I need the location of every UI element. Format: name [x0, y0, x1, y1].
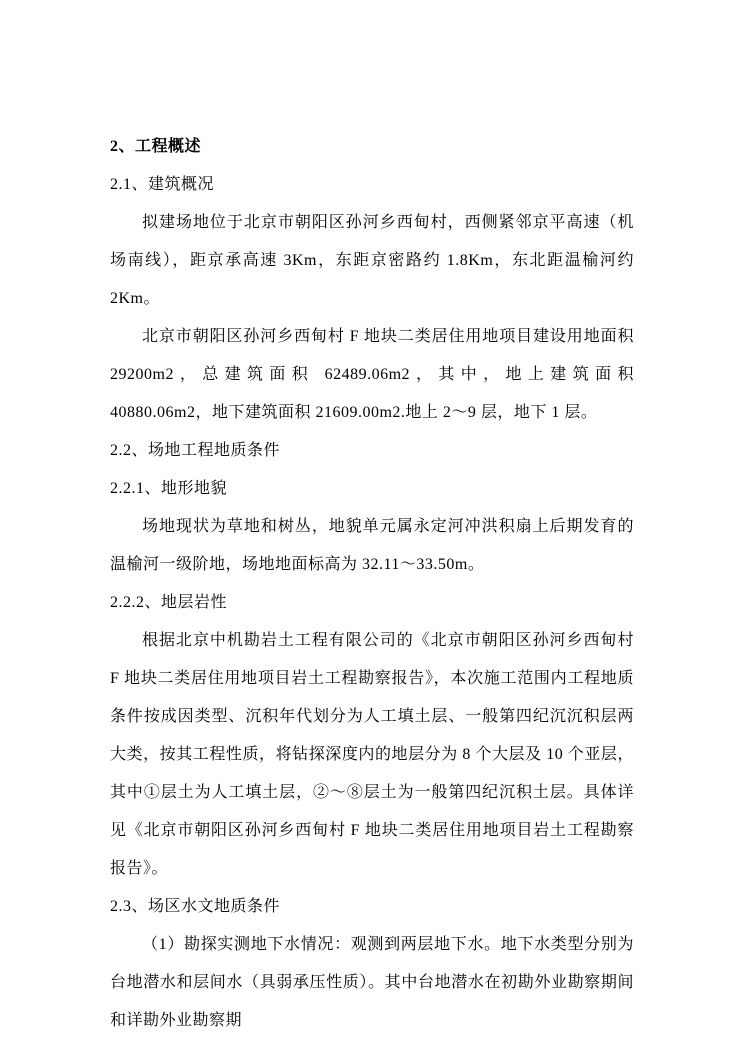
paragraph-strata-detail: 根据北京中机勘岩土工程有限公司的《北京市朝阳区孙河乡西甸村 F 地块二类居住用地项目岩土工程勘察报告》，本次施工范围内工程地质条件按成因类型、沉积年代划分为人工填土层、一般第四纪沉沉积层两大类，按其工程性质，将钻探深度内的地层分为 8 个大层及 10 个亚层，其中①层土为人工填土层，②～⑧层土为一般第四纪沉积土层。具体详见《北京市朝阳区孙河乡西甸村 F 地块二类居住用地项目岩土工程勘察报告》。: [110, 632, 634, 877]
section-heading-building-profile: 2.1、建筑概况: [110, 176, 215, 193]
section-heading-project-overview: 2、工程概述: [110, 138, 202, 155]
section-heading-landform: 2.2.1、地形地貌: [110, 480, 228, 497]
section-heading-strata: 2.2.2、地层岩性: [110, 594, 228, 611]
paragraph-building-area: 北京市朝阳区孙河乡西甸村 F 地块二类居住用地项目建设用地面积 29200m2，总建筑面积 62489.06m2，其中，地上建筑面积 40880.06m2，地下建筑面积 21609.00m2.地上 2～9 层，地下 1 层。: [110, 328, 634, 421]
paragraph-landform-detail: 场地现状为草地和树丛，地貌单元属永定河冲洪积扇上后期发育的温榆河一级阶地，场地地面标高为 32.11～33.50m。: [110, 518, 634, 573]
paragraph-site-location: 拟建场地位于北京市朝阳区孙河乡西甸村，西侧紧邻京平高速（机场南线），距京承高速 3Km，东距京密路约 1.8Km，东北距温榆河约 2Km。: [110, 214, 634, 307]
paragraph-groundwater-detail: （1）勘探实测地下水情况：观测到两层地下水。地下水类型分别为台地潜水和层间水（具弱承压性质）。其中台地潜水在初勘外业勘察期间和详勘外业勘察期: [110, 936, 634, 1029]
section-heading-site-geology: 2.2、场地工程地质条件: [110, 442, 281, 459]
section-heading-hydrogeology: 2.3、场区水文地质条件: [110, 898, 281, 915]
